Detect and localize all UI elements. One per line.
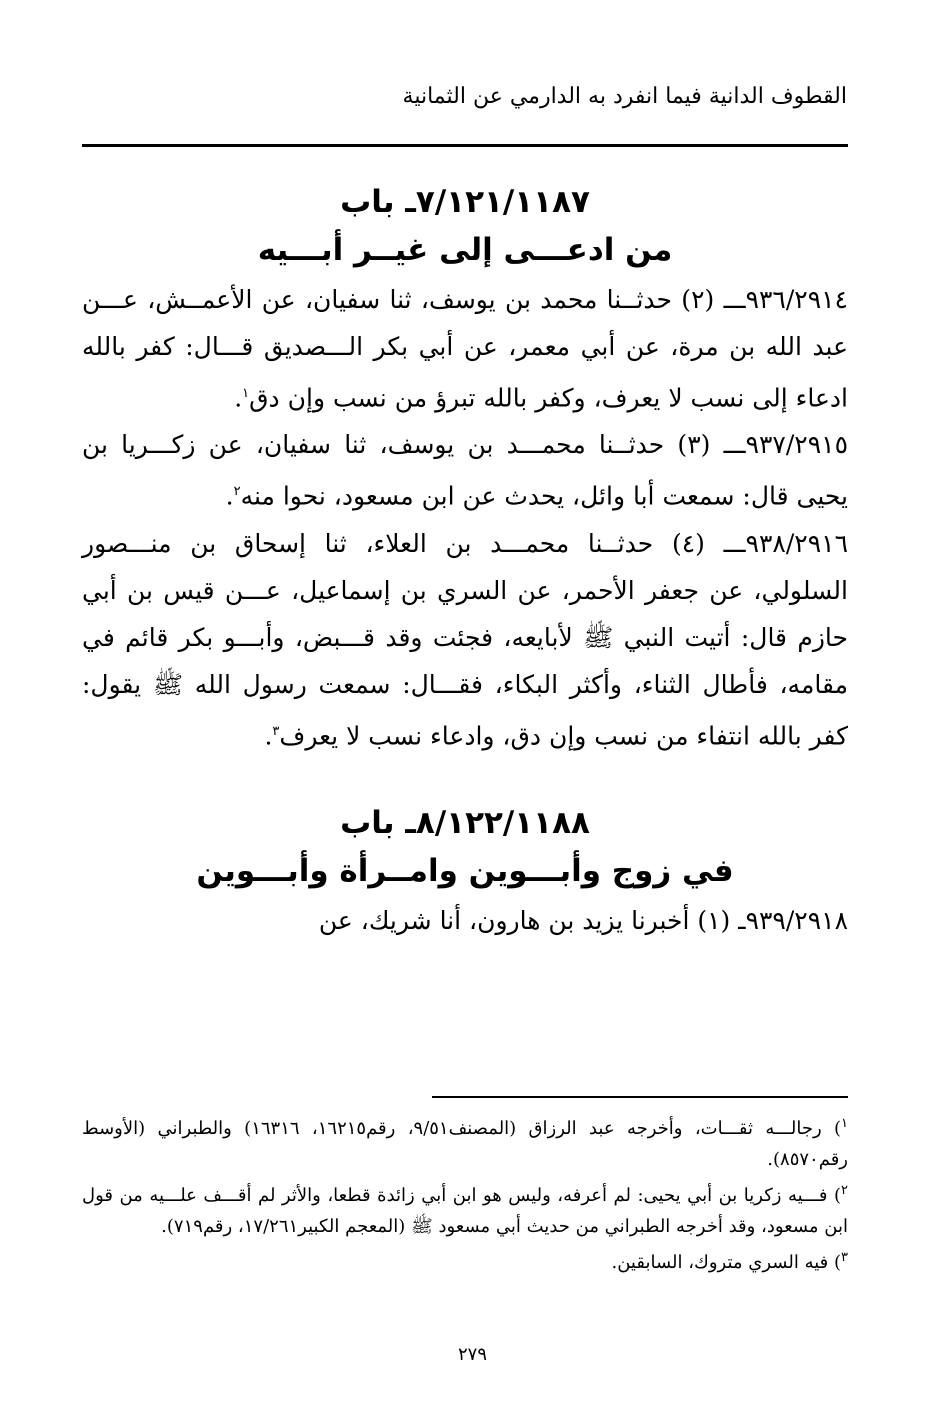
- hadith-paragraph: [82, 276, 848, 421]
- hadith-end: .: [234, 383, 243, 413]
- hadith-number: ٩٣٨/٢٩١٦ـــ: [723, 528, 848, 558]
- main-text: [82, 178, 848, 944]
- footnote-text: فيه السري متروك، السابقين.: [611, 1252, 829, 1273]
- hadith-number: ٩٣٩/٢٩١٨ـ: [738, 905, 848, 935]
- footnote-marker: ١: [841, 1116, 849, 1131]
- footnote: $^٢$) فـــيه زكريا بن أبي يحيى: لم أعرفه، وليس هو ابن أبي زائدة قطعا، والأثر لم أقـــف علـــيه من قول ابن مسعود، وقد أخرجه الطبراني من حديث أبي مسعود ﷺ (المعجم الكبير١٧/٢٦١، رقم٧١٩).: [82, 1183, 849, 1237]
- chapter-title: في زوج وأبـــوين وامــرأة وأبـــوين: [196, 852, 734, 889]
- footnote-ref: ٢: [233, 484, 241, 500]
- footnote-marker: ٢: [841, 1183, 849, 1198]
- footnote: $^٣$) فيه السري متروك، السابقين.: [611, 1250, 848, 1273]
- page-number: ٢٧٩: [457, 1344, 487, 1365]
- hadith-paragraph: [82, 520, 848, 759]
- hadith-number: ٩٣٦/٢٩١٤ـــ: [723, 285, 848, 314]
- chapter-title: من ادعـــى إلى غيــر أبـــيه: [257, 232, 673, 268]
- footnote-ref: ٣: [272, 723, 280, 739]
- header-rule: [82, 144, 848, 147]
- footnotes: [82, 1108, 848, 1278]
- hadith-end: .: [225, 481, 234, 511]
- footnote-marker: ٣: [841, 1250, 848, 1265]
- chapter-number: ٧/١٢١/١١٨٧ـ باب: [340, 184, 590, 220]
- hadith-text: (٢) حدثــنا محمد بن يوسف، ثنا سفيان، عن الأعمــش، عـــن عبد الله بن مرة، عن أبي معمر، عن أبي بكر الـــصديق قـــال: كفر بالله ادعاء إلى نسب لا يعرف، وكفر بالله تبرؤ من نسب وإن دق: [82, 285, 848, 413]
- hadith-number: ٩٣٧/٢٩١٥ـــ: [723, 430, 848, 460]
- footnote: $^١$) رجالـــه ثقـــات، وأخرجه عبد الرزاق (المصنف٩/٥١، رقم١٦٢١٥، ١٦٣١٦) والطبراني (الأوسط رقم٨٥٧٠).: [82, 1116, 849, 1170]
- hadith-end: .: [264, 720, 273, 750]
- footnote-text: رجالـــه ثقـــات، وأخرجه عبد الرزاق (المصنف٩/٥١، رقم١٦٢١٥، ١٦٣١٦) والطبراني (الأوسط رقم٨٥٧٠).: [82, 1118, 848, 1170]
- running-header: القطوف الدانية فيما انفرد به الدارمي عن الثمانية: [402, 84, 847, 109]
- footnote-text: فـــيه زكريا بن أبي يحيى: لم أعرفه، وليس هو ابن أبي زائدة قطعا، والأثر لم أقـــف علـــيه من قول ابن مسعود، وقد أخرجه الطبراني من حديث أبي مسعود ﷺ (المعجم الكبير١٧/٢٦١، رقم٧١٩).: [82, 1185, 848, 1237]
- hadith-paragraph: [82, 897, 848, 944]
- chapter-number: ٨/١٢٢/١١٨٨ـ باب: [340, 804, 590, 841]
- footnote-rule: [432, 1096, 848, 1098]
- hadith-text: (١) أخبرنا يزيد بن هارون، أنا شريك، عن: [318, 905, 731, 935]
- hadith-text: (٤) حدثــنا محمـــد بن العلاء، ثنا إسحاق بن منـــصور السلولي، عن جعفر الأحمر، عن السري بن إسماعيل، عـــن قيس بن أبي حازم قال: أتيت النبي ﷺ لأبايعه، فجئت وقد قـــبض، وأبـــو بكر قائم في مقامه، فأطال الثناء، وأكثر البكاء، فقـــال: سمعت رسول الله ﷺ يقول: كفر بالله انتفاء من نسب وإن دق، وادعاء نسب لا يعرف: [82, 528, 848, 750]
- hadith-text: (٣) حدثــنا محمـــد بن يوسف، ثنا سفيان، عن زكـــريا بن يحيى قال: سمعت أبا وائل، يحدث عن ابن مسعود، نحوا منه: [82, 430, 848, 511]
- footnote-ref: ١: [242, 386, 250, 401]
- hadith-paragraph: [82, 421, 848, 519]
